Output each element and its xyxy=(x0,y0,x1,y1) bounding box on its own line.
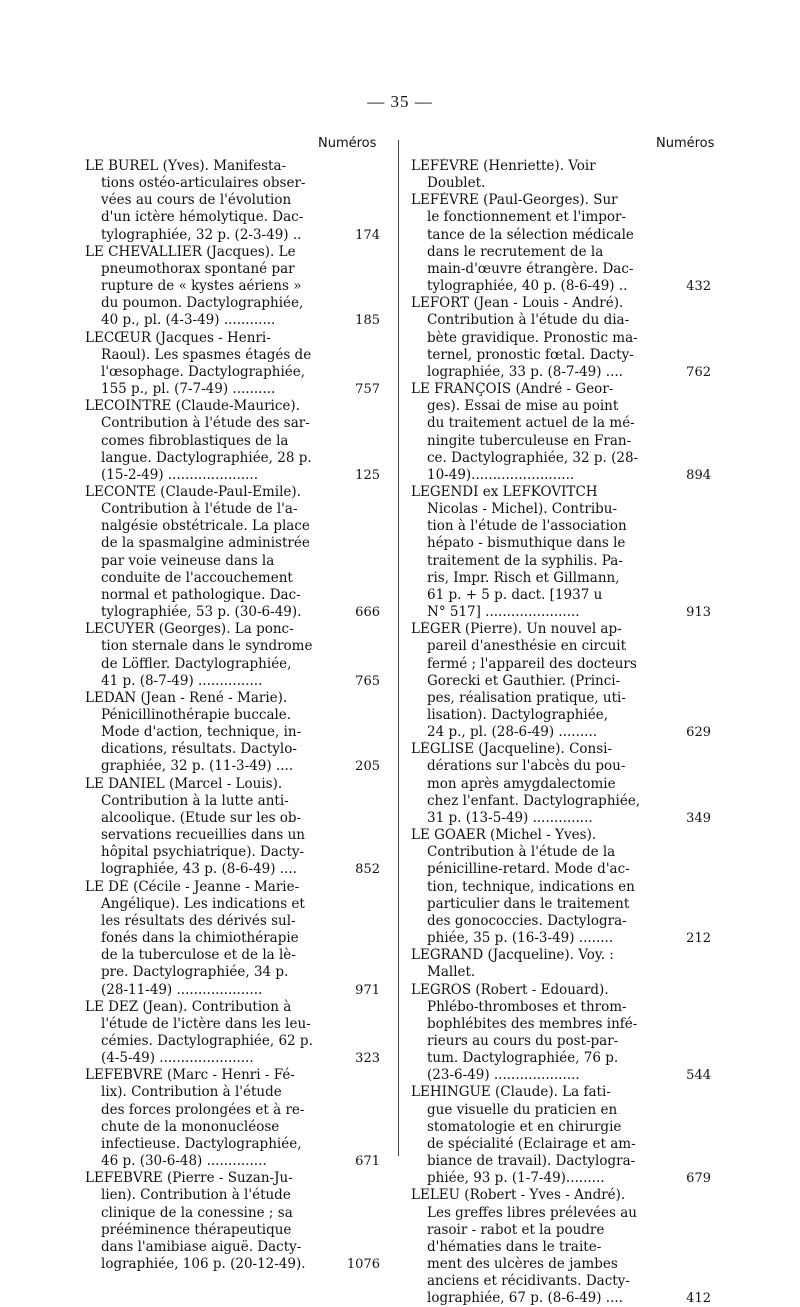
entry-line: LE FRANÇOIS (André - Geor- xyxy=(411,381,614,398)
entry-number: 125 xyxy=(355,467,380,483)
entry-line: LE BUREL (Yves). Manifesta- xyxy=(85,158,287,174)
entry-number: 212 xyxy=(686,931,711,947)
entry-line: Contribution à l'étude de l'a- xyxy=(101,501,298,518)
entry-line: tion à l'étude de l'association xyxy=(427,518,627,535)
entry-line: tylographiée, 53 p. (30-6-49). xyxy=(101,604,302,621)
entry-line: 24 p., pl. (28-6-49) ......... xyxy=(427,724,598,741)
entry-line: bophlébites des membres infé- xyxy=(427,1015,638,1032)
entry-line: LEFÈVRE (Paul-Georges). Sur xyxy=(411,192,618,209)
entry-number: 666 xyxy=(355,605,380,621)
entry-line: de spécialité (Eclairage et am- xyxy=(427,1135,636,1152)
entry-line: rieurs au cours du post-par- xyxy=(427,1032,619,1049)
entry-line: particulier dans le traitement xyxy=(427,895,630,912)
column-header-left: Numéros xyxy=(318,136,377,151)
index-entry xyxy=(411,381,711,484)
entry-line: Phlébo-thromboses et throm- xyxy=(427,998,627,1015)
entry-line: Contribution à l'étude du dia- xyxy=(427,312,630,329)
entry-line: l'étude de l'ictère dans les leu- xyxy=(101,1015,311,1032)
entry-line: 31 p. (13-5-49) .............. xyxy=(427,809,593,826)
entry-line: (23-6-49) .................... xyxy=(427,1067,580,1084)
entry-line: ges). Essai de mise au point xyxy=(427,398,619,415)
entry-line: LECONTE (Claude-Paul-Emile). xyxy=(85,483,301,500)
entry-line: tum. Dactylographiée, 76 p. xyxy=(427,1050,619,1067)
index-entry xyxy=(85,999,380,1068)
entry-line: LEDAN (Jean - René - Marie). xyxy=(85,689,288,706)
entry-line: LECOINTRE (Claude-Maurice). xyxy=(85,398,300,415)
entry-line: ningite tuberculeuse en Fran- xyxy=(427,432,632,449)
entry-number: 432 xyxy=(686,279,711,295)
entry-line: LE DÉ (Cécile - Jeanne - Marie- xyxy=(85,878,300,895)
entry-line: lien). Contribution à l'étude xyxy=(101,1187,291,1204)
index-entry xyxy=(85,484,380,621)
entry-line: dications, résultats. Dactylo- xyxy=(101,741,297,758)
entry-line: 40 p., pl. (4-3-49) ............ xyxy=(101,312,276,329)
entry-line: Mode d'action, technique, in- xyxy=(101,724,302,741)
entry-line: des forces prolongées et à re- xyxy=(101,1101,305,1118)
entry-line: Doublet. xyxy=(427,175,486,192)
entry-line: LECUYER (Georges). La ponc- xyxy=(85,621,294,638)
entry-line: servations recueillies dans un xyxy=(101,827,305,844)
entry-line: Les greffes libres prélevées au xyxy=(427,1204,637,1221)
entry-line: chez l'enfant. Dactylographiée, xyxy=(427,792,641,809)
entry-line: pre. Dactylographiée, 34 p. xyxy=(101,964,289,981)
page-number: — 35 — xyxy=(367,92,433,111)
entry-line: anciens et récidivants. Dacty- xyxy=(427,1273,630,1290)
entry-line: d'hématies dans le traite- xyxy=(427,1238,602,1255)
right-column xyxy=(411,158,711,1307)
entry-line: LE DEZ (Jean). Contribution à xyxy=(85,998,292,1015)
entry-line: cémies. Dactylographiée, 62 p. xyxy=(101,1032,313,1049)
entry-number: 412 xyxy=(686,1291,711,1307)
entry-line: dérations sur l'abcès du pou- xyxy=(427,758,626,775)
entry-number: 205 xyxy=(355,759,380,775)
entry-line: Angélique). Les indications et xyxy=(101,895,305,912)
entry-line: mon après amygdalectomie xyxy=(427,775,616,792)
entry-number: 757 xyxy=(355,382,380,398)
entry-line: pénicilline-retard. Mode d'ac- xyxy=(427,861,630,878)
entry-line: infectieuse. Dactylographiée, xyxy=(101,1135,302,1152)
entry-line: 10-49)........................ xyxy=(427,466,575,483)
entry-line: ternel, pronostic fœtal. Dacty- xyxy=(427,346,634,363)
entry-line: prééminence thérapeutique xyxy=(101,1221,292,1238)
entry-number: 185 xyxy=(355,313,380,329)
entry-line: tance de la sélection médicale xyxy=(427,226,634,243)
entry-line: 61 p. + 5 p. dact. [1937 u xyxy=(427,586,603,603)
index-entry xyxy=(85,1067,380,1170)
entry-number: 323 xyxy=(355,1051,380,1067)
entry-line: LEFORT (Jean - Louis - André). xyxy=(411,295,624,312)
index-entry xyxy=(85,776,380,879)
index-entry xyxy=(411,1084,711,1187)
index-entry xyxy=(85,879,380,999)
index-entry xyxy=(411,158,711,192)
entry-line: Raoul). Les spasmes étagés de xyxy=(101,346,312,363)
entry-line: LE CHEVALLIER (Jacques). Le xyxy=(85,243,296,260)
entry-line: par voie veineuse dans la xyxy=(101,552,275,569)
column-header-right: Numéros xyxy=(656,136,715,151)
index-entry xyxy=(85,158,380,244)
entry-line: nalgésie obstétricale. La place xyxy=(101,518,310,535)
entry-line: rupture de « kystes aériens » xyxy=(101,278,302,295)
entry-number: 894 xyxy=(686,467,711,483)
index-entry xyxy=(411,947,711,981)
entry-line: main-d'œuvre étrangère. Dac- xyxy=(427,260,634,277)
entry-line: langue. Dactylographiée, 28 p. xyxy=(101,449,312,466)
entry-line: comes fibroblastiques de la xyxy=(101,432,289,449)
entry-line: LÉGLISE (Jacqueline). Consi- xyxy=(411,741,613,758)
index-entry xyxy=(411,621,711,741)
entry-line: 46 p. (30-6-48) .............. xyxy=(101,1153,267,1170)
entry-line: de la spasmalgine administrée xyxy=(101,535,310,552)
index-entry xyxy=(85,330,380,399)
entry-line: ris, Impr. Risch et Gillmann, xyxy=(427,569,620,586)
entry-line: 155 p., pl. (7-7-49) .......... xyxy=(101,381,276,398)
entry-line: dans l'amibiase aiguë. Dacty- xyxy=(101,1238,302,1255)
entry-line: d'un ictère hémolytique. Dac- xyxy=(101,209,304,226)
index-entry xyxy=(85,1170,380,1273)
entry-line: 41 p. (8-7-49) ............... xyxy=(101,672,263,689)
index-entry xyxy=(85,621,380,690)
entry-number: 671 xyxy=(355,1154,380,1170)
entry-line: lographiée, 33 p. (8-7-49) .... xyxy=(427,363,623,380)
entry-line: phiée, 93 p. (1-7-49)......... xyxy=(427,1170,605,1187)
entry-line: les résultats des dérivés sul- xyxy=(101,912,296,929)
index-entry xyxy=(411,1187,711,1307)
entry-number: 349 xyxy=(686,810,711,826)
entry-line: LELEU (Robert - Yves - André). xyxy=(411,1187,626,1204)
index-entry xyxy=(85,690,380,776)
entry-line: bète gravidique. Pronostic ma- xyxy=(427,329,638,346)
entry-line: LEHINGUE (Claude). La fati- xyxy=(411,1084,611,1101)
entry-line: graphiée, 32 p. (11-3-49) .... xyxy=(101,758,294,775)
entry-line: tion sternale dans le syndrome xyxy=(101,638,313,655)
entry-line: (4-5-49) ...................... xyxy=(101,1050,254,1067)
entry-line: Pénicillinothérapie buccale. xyxy=(101,707,292,723)
entry-line: conduite de l'accouchement xyxy=(101,569,293,586)
entry-line: LE GOAER (Michel - Yves). xyxy=(411,827,597,844)
index-entry xyxy=(85,244,380,330)
entry-line: lix). Contribution à l'étude xyxy=(101,1084,282,1101)
entry-line: gue visuelle du praticien en xyxy=(427,1101,618,1118)
index-entry xyxy=(411,192,711,295)
entry-line: des gonococcies. Dactylogra- xyxy=(427,912,627,929)
entry-number: 852 xyxy=(355,862,380,878)
entry-line: LEFÈVRE (Henriette). Voir xyxy=(411,158,596,174)
entry-line: du poumon. Dactylographiée, xyxy=(101,295,304,312)
entry-line: hôpital psychiatrique). Dacty- xyxy=(101,844,305,861)
entry-line: LEGROS (Robert - Edouard). xyxy=(411,981,609,998)
entry-line: ce. Dactylographiée, 32 p. (28- xyxy=(427,449,639,466)
entry-number: 765 xyxy=(355,673,380,689)
index-entry xyxy=(411,484,711,621)
index-entry xyxy=(85,398,380,484)
entry-number: 544 xyxy=(686,1068,711,1084)
entry-line: dans le recrutement de la xyxy=(427,243,604,260)
entry-number: 971 xyxy=(355,982,380,998)
entry-line: chute de la mononucléose xyxy=(101,1118,280,1135)
entry-line: de la tuberculose et de la lè- xyxy=(101,947,296,964)
entry-line: LECŒUR (Jacques - Henri- xyxy=(85,329,271,346)
entry-line: lographiée, 43 p. (8-6-49) .... xyxy=(101,861,297,878)
entry-number: 174 xyxy=(355,227,380,243)
entry-line: vées au cours de l'évolution xyxy=(101,192,292,209)
entry-line: le fonctionnement et l'impor- xyxy=(427,209,627,226)
entry-number: 913 xyxy=(686,605,711,621)
entry-line: normal et pathologique. Dac- xyxy=(101,586,301,603)
entry-line: lographiée, 106 p. (20-12-49). xyxy=(101,1256,306,1272)
entry-number: 1076 xyxy=(346,1257,380,1272)
entry-line: pareil d'anesthésie en circuit xyxy=(427,638,627,655)
entry-line: tylographiée, 32 p. (2-3-49) .. xyxy=(101,226,302,243)
entry-line: alcoolique. (Etude sur les ob- xyxy=(101,809,302,826)
entry-line: Nicolas - Michel). Contribu- xyxy=(427,501,618,518)
entry-number: 679 xyxy=(686,1171,711,1187)
index-entry xyxy=(411,982,711,1085)
entry-line: Contribution à la lutte anti- xyxy=(101,792,289,809)
entry-line: Gorecki et Gauthier. (Princi- xyxy=(427,672,621,689)
entry-line: rasoir - rabot et la poudre xyxy=(427,1221,605,1238)
entry-line: clinique de la conessine ; sa xyxy=(101,1204,293,1221)
entry-line: tions ostéo-articulaires obser- xyxy=(101,175,306,192)
index-entry xyxy=(411,827,711,947)
entry-line: du traitement actuel de la mé- xyxy=(427,415,635,432)
entry-number: 629 xyxy=(686,725,711,741)
entry-line: phiée, 35 p. (16-3-49) ........ xyxy=(427,930,614,947)
entry-line: lisation). Dactylographiée, xyxy=(427,707,609,723)
left-column xyxy=(85,158,380,1273)
entry-line: biance de travail). Dactylogra- xyxy=(427,1153,636,1170)
entry-line: LÉGER (Pierre). Un nouvel ap- xyxy=(411,621,622,638)
entry-line: (28-11-49) .................... xyxy=(101,981,263,998)
entry-line: tion, technique, indications en xyxy=(427,878,635,895)
entry-number: 762 xyxy=(686,364,711,380)
entry-line: LEGRAND (Jacqueline). Voy. : xyxy=(411,947,614,964)
entry-line: pes, réalisation pratique, uti- xyxy=(427,689,626,706)
entry-line: fonés dans la chimiothérapie xyxy=(101,930,299,947)
entry-line: pneumothorax spontané par xyxy=(101,260,295,277)
column-divider xyxy=(398,140,399,1156)
index-entry xyxy=(411,295,711,381)
entry-line: LEGENDI ex LEFKOVITCH xyxy=(411,483,598,500)
entry-line: (15-2-49) ..................... xyxy=(101,466,259,483)
entry-line: Contribution à l'étude des sar- xyxy=(101,415,310,432)
entry-line: Contribution à l'étude de la xyxy=(427,844,616,861)
entry-line: Mallet. xyxy=(427,964,476,981)
entry-line: LEFEBVRE (Pierre - Suzan-Ju- xyxy=(85,1170,293,1187)
entry-line: stomatologie et en chirurgie xyxy=(427,1118,622,1135)
entry-line: traitement de la syphilis. Pa- xyxy=(427,552,623,569)
index-entry xyxy=(411,741,711,827)
entry-line: fermé ; l'appareil des docteurs xyxy=(427,655,637,672)
entry-line: N° 517] ...................... xyxy=(427,604,580,621)
entry-line: ment des ulcères de jambes xyxy=(427,1256,618,1272)
entry-line: LEFEBVRE (Marc - Henri - Fé- xyxy=(85,1067,295,1084)
entry-line: de Löffler. Dactylographiée, xyxy=(101,655,292,672)
entry-line: hépato - bismuthique dans le xyxy=(427,535,626,552)
entry-line: tylographiée, 40 p. (8-6-49) .. xyxy=(427,278,628,295)
entry-line: LE DANIEL (Marcel - Louis). xyxy=(85,775,283,792)
entry-line: lographiée, 67 p. (8-6-49) .... xyxy=(427,1290,623,1307)
entry-line: l'œsophage. Dactylographiée, xyxy=(101,363,306,380)
